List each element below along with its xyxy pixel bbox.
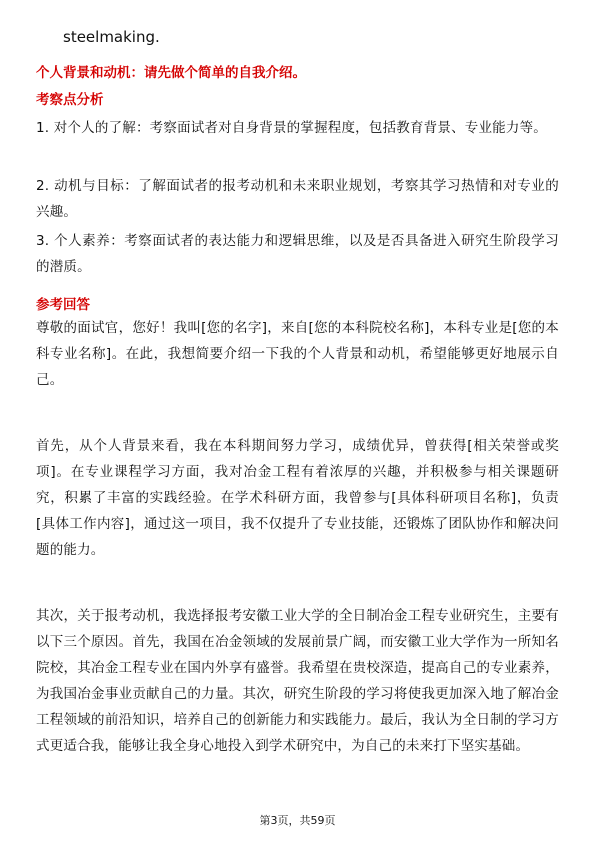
answer-heading: 参考回答 <box>36 297 90 313</box>
answer-paragraph: 首先，从个人背景来看，我在本科期间努力学习，成绩优异，曾获得[相关荣誉或奖项]。在专业课程学习方面，我对冶金工程有着浓厚的兴趣，并积极参与相关课题研究，积累了丰富的实践经验。在学术科研方面，我曾参与[具体科研项目名称]，负责[具体工作内容]，通过这一项目，我不仅提升了专业技能，还锻炼了团队协作和解决问题的能力。 <box>36 438 559 558</box>
answer-paragraph: 尊敬的面试官，您好！我叫[您的名字]，来自[您的本科院校名称]，本科专业是[您的本科专业名称]。在此，我想简要介绍一下我的个人背景和动机，希望能够更好地展示自己。 <box>36 320 559 388</box>
analysis-heading: 考察点分析 <box>36 92 104 108</box>
question-heading: 个人背景和动机：请先做个简单的自我介绍。 <box>36 65 306 81</box>
trailing-text: steelmaking. <box>63 28 160 46</box>
analysis-point: 3. 个人素养：考察面试者的表达能力和逻辑思维，以及是否具备进入研究生阶段学习的潜质。 <box>36 233 559 275</box>
analysis-point: 2. 动机与目标：了解面试者的报考动机和未来职业规划，考察其学习热情和对专业的兴趣。 <box>36 178 559 220</box>
page-number: 第3页，共59页 <box>259 814 336 827</box>
analysis-point: 1. 对个人的了解：考察面试者对自身背景的掌握程度，包括教育背景、专业能力等。 <box>36 120 547 136</box>
answer-paragraph: 其次，关于报考动机，我选择报考安徽工业大学的全日制冶金工程专业研究生，主要有以下三个原因。首先，我国在冶金领域的发展前景广阔，而安徽工业大学作为一所知名院校，其冶金工程专业在国内外享有盛誉。我希望在贵校深造，提高自己的专业素养，为我国冶金事业贡献自己的力量。其次，研究生阶段的学习将使我更加深入地了解冶金工程领域的前沿知识，培养自己的创新能力和实践能力。最后，我认为全日制的学习方式更适合我，能够让我全身心地投入到学术研究中，为自己的未来打下坚实基础。 <box>36 608 559 754</box>
